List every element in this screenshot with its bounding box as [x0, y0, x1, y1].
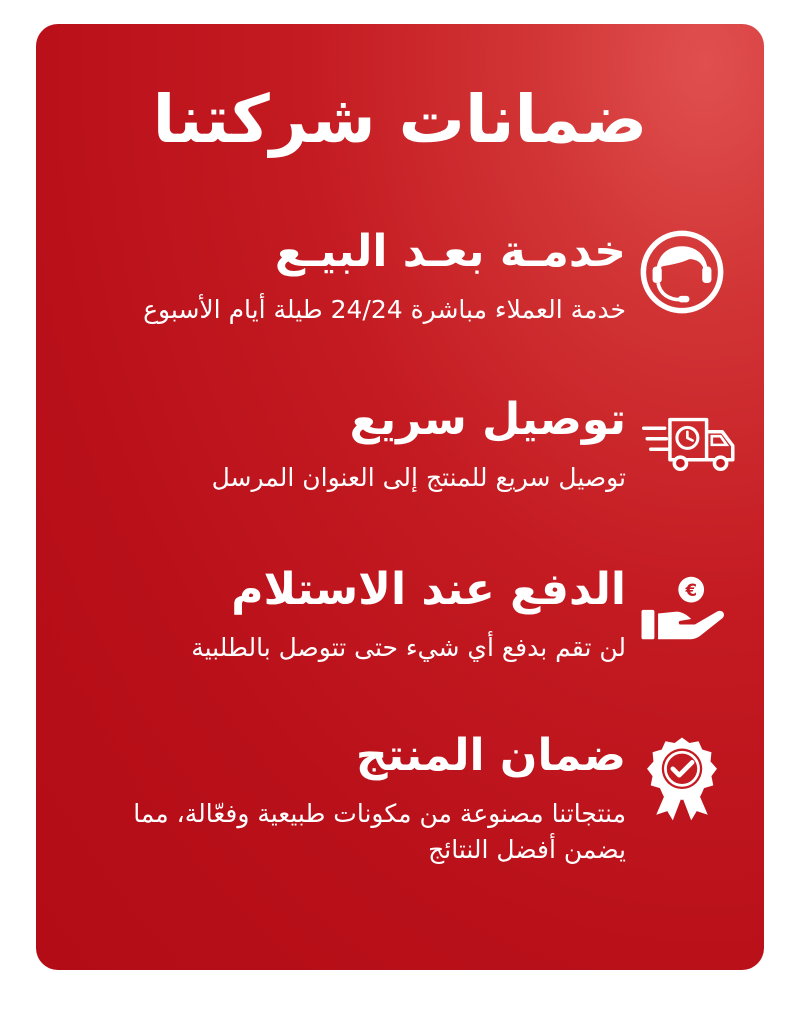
quality-badge-icon: [636, 732, 728, 824]
svg-text:€: €: [685, 581, 697, 601]
feature-description: توصيل سريع للمنتج إلى العنوان المرسل: [211, 463, 626, 492]
feature-description: خدمة العملاء مباشرة 24/24 طيلة أيام الأسبوع: [143, 295, 626, 324]
feature-heading: ضمان المنتج: [355, 730, 626, 781]
page-title: ضمانات شركتنا: [152, 81, 648, 158]
feature-description: لن تقم بدفع أي شيء حتى تتوصل بالطلبية: [191, 633, 626, 662]
feature-heading: خدمـة بعـد البيـع: [274, 226, 626, 277]
cash-on-delivery-hand-icon: [636, 562, 728, 654]
fast-delivery-truck-icon: [642, 398, 738, 490]
feature-heading: توصيل سريع: [349, 394, 626, 445]
guarantees-card: [36, 24, 764, 970]
headset-support-icon: [636, 226, 728, 318]
feature-description: منتجاتنا مصنوعة من مكونات طبيعية وفعّالة، مما يضمن أفضل النتائج: [133, 799, 626, 864]
feature-heading: الدفع عند الاستلام: [231, 564, 626, 615]
